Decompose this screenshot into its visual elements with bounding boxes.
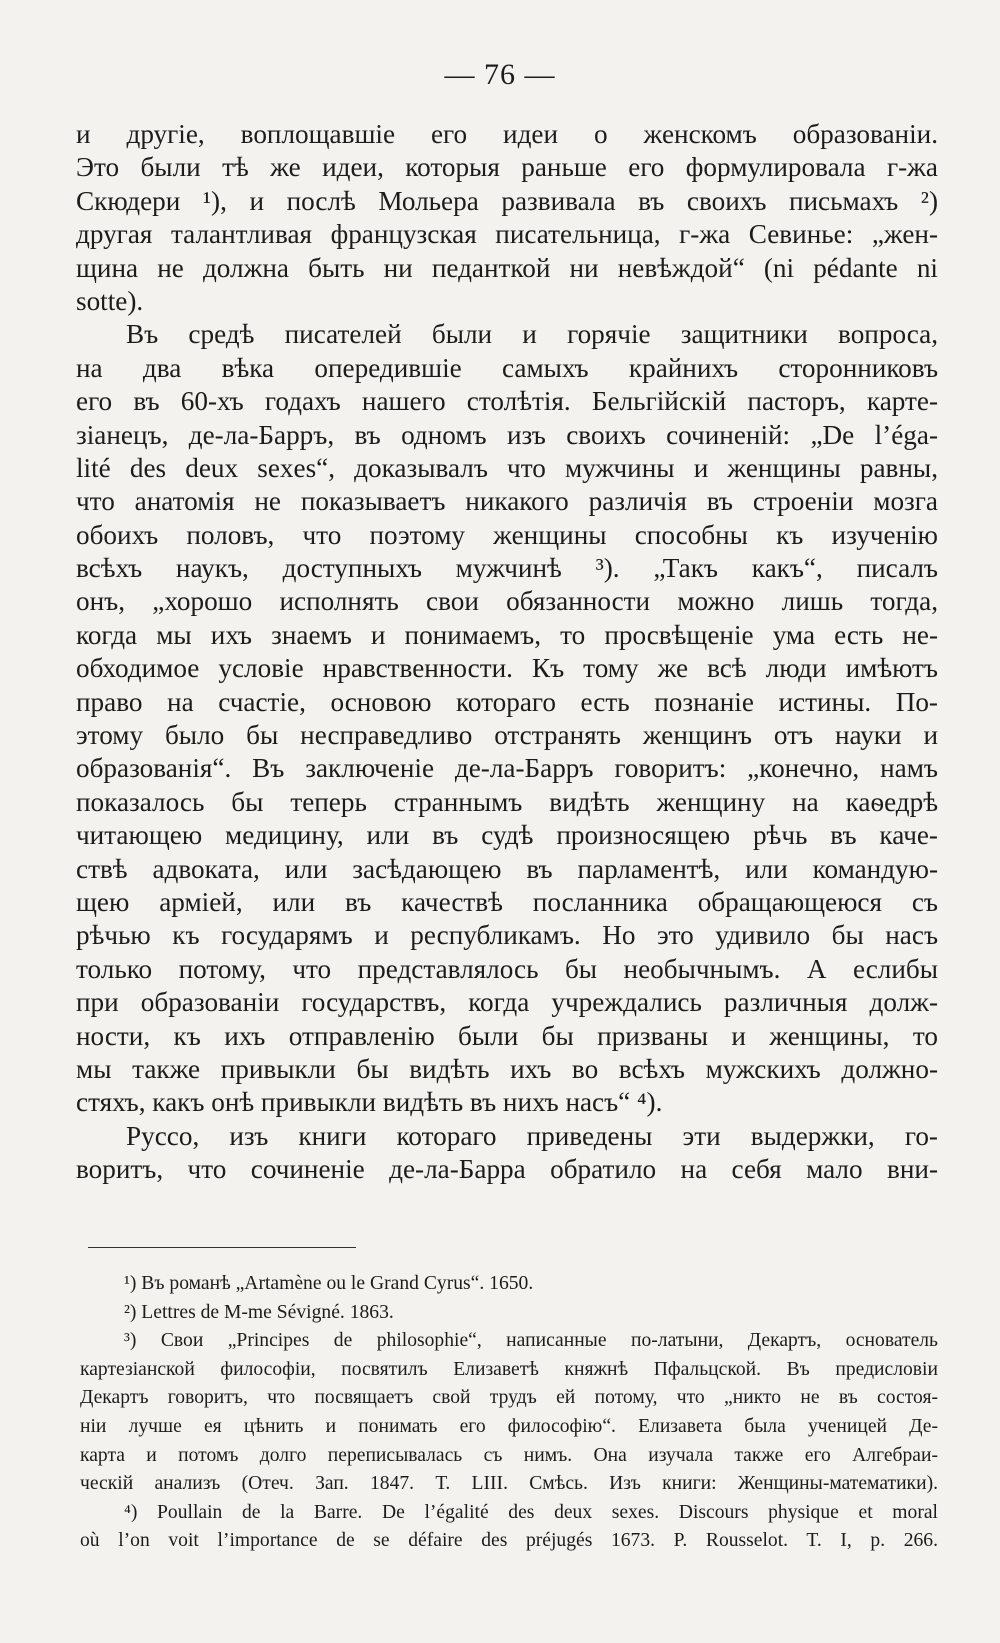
- text-line: стяхъ, какъ онѣ привыкли видѣть въ нихъ насъ“ ⁴).: [76, 1087, 663, 1118]
- text-line: Руссо, изъ книги котораго приведены эти выдержки, го-: [126, 1120, 938, 1151]
- text-line: на два вѣка опередившіе самыхъ крайнихъ сторонниковъ: [76, 352, 938, 383]
- text-line: что анатомія не показываетъ никакого различія въ строеніи мозга: [76, 486, 938, 517]
- text-line: щею арміей, или въ качествѣ посланника обращающеюся съ: [76, 886, 938, 917]
- text-line: при образованіи государствъ, когда учреждались различныя долж-: [76, 987, 938, 1018]
- footnote-line: ³) Свои „Principes de philosophie“, написанные по-латыни, Декартъ, основатель: [124, 1330, 938, 1352]
- footnote-line: ніи лучше ея цѣнить и понимать его философію“. Елизавета была ученицей Де-: [80, 1415, 938, 1437]
- text-line: Это были тѣ же идеи, которыя раньше его формулировала г-жа: [76, 152, 938, 183]
- text-line: право на счастіе, основою котораго есть познаніе истины. По-: [76, 686, 938, 717]
- text-line: онъ, „хорошо исполнять свои обязанности можно лишь тогда,: [76, 586, 938, 617]
- text-line: всѣхъ наукъ, доступныхъ мужчинѣ ³). „Такъ какъ“, писалъ: [76, 553, 938, 584]
- footnote-line: ⁴) Poullain de la Barre. De l’égalité des deux sexes. Discours physique et moral: [124, 1501, 938, 1523]
- footnote-line: où l’on voit l’importance de se défaire des préjugés 1673. P. Rousselot. T. I, p. 266.: [80, 1530, 938, 1552]
- text-line: обоихъ половъ, что поэтому женщины способны къ изученію: [76, 519, 938, 550]
- footnote-line: ¹) Въ романѣ „Artamène ou le Grand Cyrus“. 1650.: [124, 1273, 534, 1294]
- text-line: читающею медицину, или въ судѣ произносящею рѣчь въ каче-: [76, 820, 938, 851]
- text-line: мы также привыкли бы видѣть ихъ во всѣхъ мужскихъ должно-: [76, 1053, 938, 1084]
- text-line: lité des deux sexes“, доказывалъ что мужчины и женщины равны,: [76, 452, 938, 483]
- footnote-line: Декартъ говоритъ, что посвящаетъ свой трудъ ей потому, что „никто не въ состоя-: [80, 1387, 938, 1409]
- text-line: только потому, что представлялось бы необычнымъ. А еслибы: [76, 953, 938, 984]
- text-line: зіанецъ, де-ла-Барръ, въ одномъ изъ своихъ сочиненій: „De l’éga-: [76, 419, 938, 450]
- footnotes: [80, 1270, 938, 1556]
- footnote-line: ческій анализъ (Отеч. Зап. 1847. Т. LIII. Смѣсь. Изъ книги: Женщины-математики).: [80, 1473, 938, 1495]
- footnote-separator: [88, 1247, 356, 1248]
- text-line: когда мы ихъ знаемъ и понимаемъ, то просвѣщеніе ума есть не-: [76, 619, 938, 650]
- page-number: — 76 —: [444, 58, 556, 91]
- text-line: и другіе, воплощавшіе его идеи о женскомъ образованіи.: [76, 119, 938, 149]
- text-line: другая талантливая французская писательница, г-жа Севинье: „жен-: [76, 219, 938, 250]
- text-line: Въ средѣ писателей были и горячіе защитники вопроса,: [126, 319, 938, 350]
- text-line: воритъ, что сочиненіе де-ла-Барра обратило на себя мало вни-: [76, 1154, 938, 1185]
- main-text: [76, 118, 938, 1187]
- text-line: Скюдери ¹), и послѣ Мольера развивала въ своихъ письмахъ ²): [76, 185, 938, 216]
- text-line: обходимое условіе нравственности. Къ тому же всѣ люди имѣютъ: [76, 653, 938, 684]
- text-line: щина не должна быть ни педанткой ни невѣждой“ (ni pédante ni: [76, 252, 938, 283]
- footnote-line: карта и потомъ долго переписывалась съ нимъ. Она изучала также его Алгебраи-: [80, 1444, 938, 1466]
- text-line: его въ 60-хъ годахъ нашего столѣтія. Бельгійскій пасторъ, карте-: [76, 386, 938, 417]
- text-line: ности, къ ихъ отправленію были бы призваны и женщины, то: [76, 1020, 938, 1051]
- text-line: образованія“. Въ заключеніе де-ла-Барръ говоритъ: „конечно, намъ: [76, 753, 938, 784]
- text-line: показалось бы теперь страннымъ видѣть женщину на каѳедрѣ: [76, 786, 938, 817]
- text-line: ствѣ адвоката, или засѣдающею въ парламентѣ, или командую-: [76, 853, 938, 884]
- footnote-line: картезіанской философіи, посвятилъ Елизаветѣ княжнѣ Пфальцской. Въ предисловіи: [80, 1358, 938, 1380]
- footnote-line: ²) Lettres de M-me Sévigné. 1863.: [124, 1301, 394, 1323]
- text-line: рѣчью къ государямъ и республикамъ. Но это удивило бы насъ: [76, 920, 938, 951]
- text-line: sotte).: [76, 285, 144, 316]
- text-line: этому было бы несправедливо отстранять женщинъ отъ науки и: [76, 720, 938, 751]
